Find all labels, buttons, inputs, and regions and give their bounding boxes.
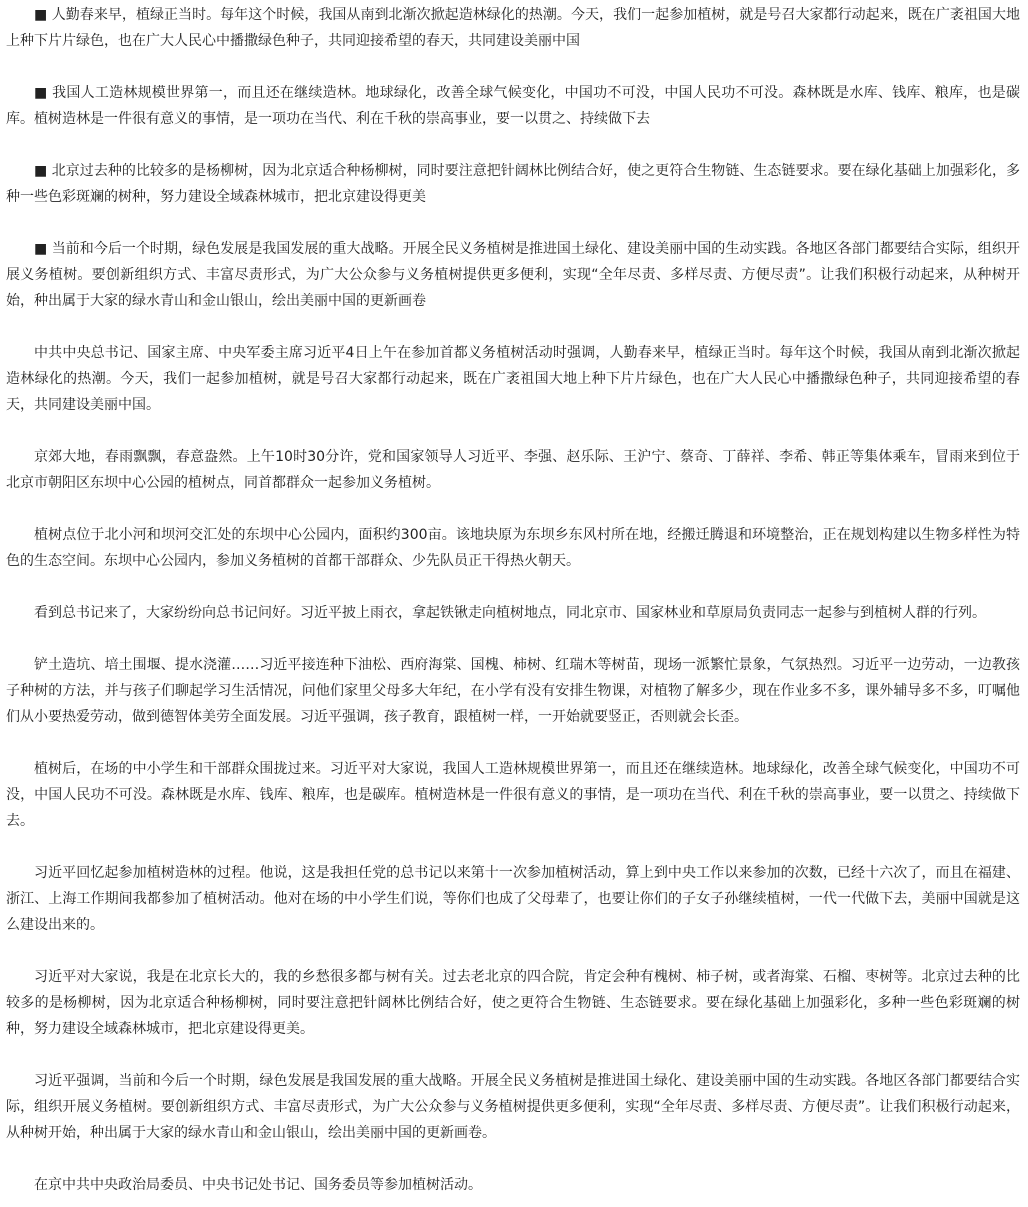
summary-point-4: ■ 当前和今后一个时期，绿色发展是我国发展的重大战略。开展全民义务植树是推进国土绿化、建设美丽中国的生动实践。各地区各部门都要结合实际，组织开展义务植树。要创新组织方式、丰富尽责形式，为广大公众参与义务植树提供更多便利，实现“全年尽责、多样尽责、方便尽责”。让我们积极行动起来，从种树开始，种出属于大家的绿水青山和金山银山，绘出美丽中国的更新画卷 <box>6 241 1020 309</box>
article-paragraph: 在京中共中央政治局委员、中央书记处书记、国务委员等参加植树活动。 <box>34 1177 482 1193</box>
article-paragraph: 京郊大地，春雨飘飘，春意盎然。上午10时30分许，党和国家领导人习近平、李强、赵乐际、王沪宁、蔡奇、丁薛祥、李希、韩正等集体乘车，冒雨来到位于北京市朝阳区东坝中心公园的植树点，同首都群众一起参加义务植树。 <box>6 449 1020 491</box>
article-paragraph: 植树点位于北小河和坝河交汇处的东坝中心公园内，面积约300亩。该地块原为东坝乡东风村所在地，经搬迁腾退和环境整治，正在规划构建以生物多样性为特色的生态空间。东坝中心公园内，参加义务植树的首都干部群众、少先队员正干得热火朝天。 <box>6 527 1020 569</box>
article-paragraph: 植树后，在场的中小学生和干部群众围拢过来。习近平对大家说，我国人工造林规模世界第一，而且还在继续造林。地球绿化，改善全球气候变化，中国功不可没，中国人民功不可没。森林既是水库、钱库、粮库，也是碳库。植树造林是一件很有意义的事情，是一项功在当代、利在千秋的崇高事业，要一以贯之、持续做下去。 <box>6 761 1020 829</box>
article-paragraph: 习近平回忆起参加植树造林的过程。他说，这是我担任党的总书记以来第十一次参加植树活动，算上到中央工作以来参加的次数，已经十六次了，而且在福建、浙江、上海工作期间我都参加了植树活动。他对在场的中小学生们说，等你们也成了父母辈了，也要让你们的子女子孙继续植树，一代一代做下去，美丽中国就是这么建设出来的。 <box>6 865 1020 933</box>
article-paragraph: 看到总书记来了，大家纷纷向总书记问好。习近平披上雨衣，拿起铁锹走向植树地点，同北京市、国家林业和草原局负责同志一起参与到植树人群的行列。 <box>34 605 986 621</box>
article-paragraph: 习近平对大家说，我是在北京长大的，我的乡愁很多都与树有关。过去老北京的四合院，肯定会种有槐树、柿子树，或者海棠、石榴、枣树等。北京过去种的比较多的是杨柳树，因为北京适合种杨柳树，同时要注意把针阔林比例结合好，使之更符合生物链、生态链要求。要在绿化基础上加强彩化，多种一些色彩斑斓的树种，努力建设全域森林城市，把北京建设得更美。 <box>6 969 1020 1037</box>
summary-point-2: ■ 我国人工造林规模世界第一，而且还在继续造林。地球绿化，改善全球气候变化，中国功不可没，中国人民功不可没。森林既是水库、钱库、粮库，也是碳库。植树造林是一件很有意义的事情，是一项功在当代、利在千秋的崇高事业，要一以贯之、持续做下去 <box>6 85 1020 127</box>
summary-point-3: ■ 北京过去种的比较多的是杨柳树，因为北京适合种杨柳树，同时要注意把针阔林比例结合好，使之更符合生物链、生态链要求。要在绿化基础上加强彩化，多种一些色彩斑斓的树种，努力建设全域森林城市，把北京建设得更美 <box>6 163 1020 205</box>
article-paragraph: 习近平强调，当前和今后一个时期，绿色发展是我国发展的重大战略。开展全民义务植树是推进国土绿化、建设美丽中国的生动实践。各地区各部门都要结合实际，组织开展义务植树。要创新组织方式、丰富尽责形式，为广大公众参与义务植树提供更多便利，实现“全年尽责、多样尽责、方便尽责”。让我们积极行动起来，从种树开始，种出属于大家的绿水青山和金山银山，绘出美丽中国的更新画卷。 <box>6 1073 1020 1141</box>
summary-point-1: ■ 人勤春来早，植绿正当时。每年这个时候，我国从南到北渐次掀起造林绿化的热潮。今天，我们一起参加植树，就是号召大家都行动起来，既在广袤祖国大地上种下片片绿色，也在广大人民心中播撒绿色种子，共同迎接希望的春天，共同建设美丽中国 <box>6 7 1020 49</box>
article-paragraph: 中共中央总书记、国家主席、中央军委主席习近平4日上午在参加首都义务植树活动时强调，人勤春来早，植绿正当时。每年这个时候，我国从南到北渐次掀起造林绿化的热潮。今天，我们一起参加植树，就是号召大家都行动起来，既在广袤祖国大地上种下片片绿色，也在广大人民心中播撒绿色种子，共同迎接希望的春天，共同建设美丽中国。 <box>6 345 1020 413</box>
article-paragraph: 铲土造坑、培土围堰、提水浇灌……习近平接连种下油松、西府海棠、国槐、柿树、红瑞木等树苗，现场一派繁忙景象，气氛热烈。习近平一边劳动，一边教孩子种树的方法，并与孩子们聊起学习生活情况，问他们家里父母多大年纪，在小学有没有安排生物课，对植物了解多少，现在作业多不多，课外辅导多不多，叮嘱他们从小要热爱劳动，做到德智体美劳全面发展。习近平强调，孩子教育，跟植树一样，一开始就要竖正，否则就会长歪。 <box>6 657 1020 725</box>
